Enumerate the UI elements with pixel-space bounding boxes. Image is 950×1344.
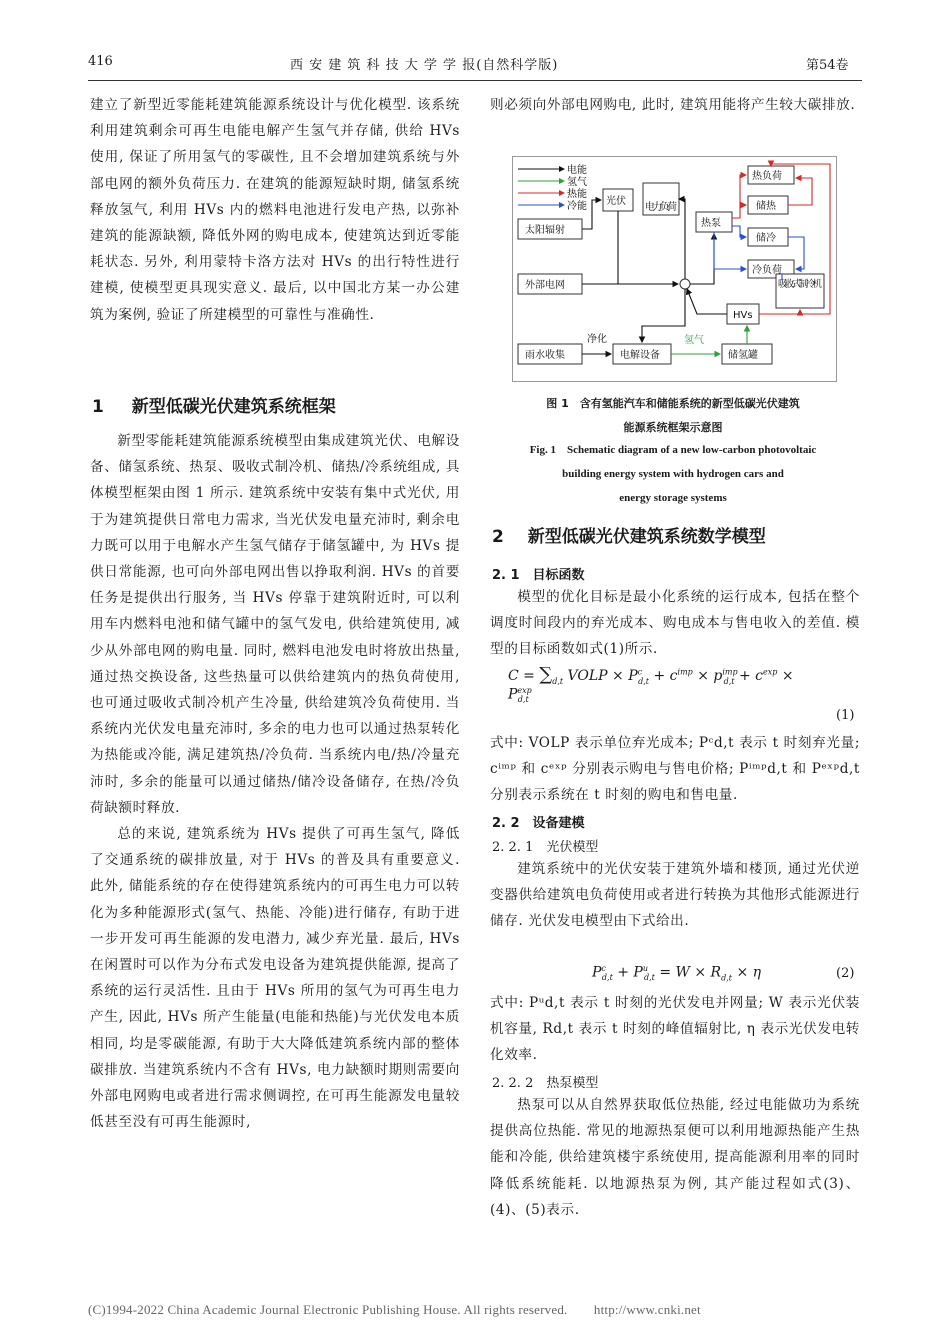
caption-cn-line-2: 能源系统框架示意图 [623,421,723,434]
section-2-heading [492,522,766,547]
subsection-2-1-body: 模型的优化目标是最小化系统的运行成本, 包括在整个调度时间段内的弃光成本、购电成本与售电收入的差值. 模型的目标函数如式(1)所示. [490,589,860,658]
power-bus-node [680,279,690,289]
label-elec-load: 电力负荷 [645,202,677,213]
section-2-title: 新型低碳光伏建筑系统数学模型 [527,527,766,547]
label-hvs: HVs [733,310,753,321]
label-electrolyzer: 电解设备 [620,350,660,361]
figure-caption-en [488,438,858,510]
label-hydrogen-flow: 氢气 [684,335,704,346]
subsection-2-2-2-body: 热泵可以从自然界获取低位热能, 经过电能做功为系统提供高位热能. 常见的地源热泵便可以利用地源热能产生热能和冷能, 供给建筑楼宇系统使用, 提高能源利用率的同时降低系统能耗. 以地源热泵为例, 其产能过程如式(3)、(4)、(5)表示. [490,1097,860,1218]
subsection-2-2-1-body: 建筑系统中的光伏安装于建筑外墙和楼顶, 通过光伏逆变器供给建筑电负荷使用或者进行转换为其他形式能源进行储存. 光伏发电模型由下式给出. [490,861,860,930]
equation-2-number: (2) [836,966,855,981]
equation-2: $P^c_{d,t} + P^u_{d,t} = W \times R_{d,t} \times \eta$ [592,964,762,983]
caption-cn-line-1: 图 1 含有氢能汽车和储能系统的新型低碳光伏建筑 [546,397,800,410]
label-heat-pump: 热泵 [701,218,721,229]
figure-caption-cn [488,392,858,440]
section-1-body [90,428,460,1135]
volume-label: 第54卷 [806,58,849,73]
legend-label-hydrogen: 氢气 [567,177,587,188]
label-h2-tank: 储氢罐 [728,350,758,361]
section-1-paragraph-a: 新型零能耗建筑能源系统模型由集成建筑光伏、电解设备、储氢系统、热泵、吸收式制冷机、储热/冷系统组成, 具体模型框架由图 1 所示. 建筑系统中安装有集中式光伏, 用于为建筑提供日常电力需求, 当光伏发电量充沛时, 剩余电力既可以用于电解水产生氢气储存于储氢罐中, 为 HVs 提供日常能源, 也可向外部电网出售以挣取利润. HVs 的首要任务是提供出行服务, 当 HVs 停靠于建筑附近时, 可以利用车内燃料电池和储气罐中的氢气发电, 供给建筑使用, 减少从外部电网的购电量. 同时, 燃料电池发电时将放出热量, 通过热交换设备, 这些热量可以供给建筑内的热负荷使用, 也可通过吸收式制冷机产生冷量, 供给建筑冷负荷使用. 当系统内光伏发电量充沛时, 多余的电力也可以通过热泵转化为热能或冷能, 满足建筑热/冷负荷. 当系统内电/热/冷量充沛时, 多余的能量可以通过储热/储冷设备储存, 在热/冷负荷缺额时释放. [90,433,460,816]
label-solar: 太阳辐射 [525,225,565,236]
section-1-paragraph-b: 总的来说, 建筑系统为 HVs 提供了可再生氢气, 降低了交通系统的碳排放量, 对于 HVs 的普及具有重要意义. 此外, 储能系统的存在使得建筑系统内的可再生电力可以转化为多种能源形式(氢气、热能、冷能)进行储存, 有助于进一步开发可再生能源的发电潜力, 减少弃光量. 最后, HVs 在闲置时可以作为分布式发电设备为建筑提供能源, 提高了系统的运行灵活性. 且由于 HVs 所用的氢气为可再生电力产生, 因此, HVs 所产生能量(电能和热能)与光伏发电本质相同, 均是零碳能源, 有助于大大降低建筑系统内部的整体碳排放. 当建筑系统内不含有 HVs, 电力缺额时期则需要向外部电网购电或者进行需求侧调控, 在可再生能源发电量较低甚至没有可再生能源时, [90,826,460,1131]
section-2-number: 2 [492,527,504,547]
label-heat-store: 储热 [756,201,776,212]
label-absorption: 吸收式制冷机 [778,279,822,290]
label-heat-load: 热负荷 [752,171,782,182]
intro-paragraph: 建立了新型近零能耗建筑能源系统设计与优化模型. 该系统利用建筑剩余可再生电能电解产生氢气并存储, 供给 HVs 使用, 保证了所用氢气的零碳性, 且不会增加建筑系统与外部电网的额外负荷压力. 在建筑的能源短缺时期, 储氢系统释放氢气, 利用 HVs 内的燃料电池进行发电产热, 以弥补建筑的能源缺额, 降低外网的购电成本, 使建筑达到近零能耗状态. 另外, 利用蒙特卡洛方法对 HVs 的出行特性进行建模, 使模型更具现实意义. 最后, 以中国北方某一办公建筑为案例, 验证了所建模型的可靠性与准确性. [90,97,460,323]
caption-en-line-2: building energy system with hydrogen cars and [562,468,784,480]
equation-2-note: 式中: Pᵘd,t 表示 t 时刻的光伏发电并网量; W 表示光伏装机容量, Rd,t 表示 t 时刻的峰值辐射比, η 表示光伏发电转化效率. [490,995,860,1064]
page-number: 416 [88,54,113,69]
header-rule [88,80,862,81]
equation-1: $C = \sum_{d,t}$ VOLP × $P^c_{d,t} + c^{imp} \times p^{imp}_{d,t} + c^{exp} \times P^{exp}_{d,t}$ [508,664,794,705]
legend-label-heat: 热能 [567,189,587,200]
label-grid: 外部电网 [525,280,565,291]
subsection-2-2-heading: 2. 2 设备建模 [492,816,585,831]
copyright-footer: (C)1994-2022 China Academic Journal Electronic Publishing House. All rights reserved. http://www.cnki.net [88,1302,701,1317]
caption-en-line-1: Fig. 1 Schematic diagram of a new low-carbon photovoltaic [529,444,817,456]
label-purify: 净化 [587,334,607,345]
subsection-2-2-1-heading: 2. 2. 1 光伏模型 [492,840,599,855]
label-cold-load: 冷负荷 [752,265,782,276]
label-cold-store: 储冷 [756,233,776,244]
subsection-2-2-2-heading: 2. 2. 2 热泵模型 [492,1076,599,1091]
subsection-2-1-heading: 2. 1 目标函数 [492,568,585,583]
journal-title: 西 安 建 筑 科 技 大 学 学 报(自然科学版) [290,58,559,73]
label-pv: 光伏 [606,196,626,207]
section-1-number: 1 [92,397,104,417]
figure-1-diagram [512,156,837,382]
legend-label-cold: 冷能 [567,201,587,212]
section-1-heading [92,392,336,417]
continued-paragraph: 则必须向外部电网购电, 此时, 建筑用能将产生较大碳排放. [490,97,856,113]
section-1-title: 新型低碳光伏建筑系统框架 [131,397,336,417]
equation-1-note: 式中: VOLP 表示单位弃光成本; Pᶜd,t 表示 t 时刻弃光量; cⁱᵐᵖ 和 cᵉˣᵖ 分别表示购电与售电价格; Pⁱᵐᵖd,t 和 Pᵉˣᵖd,t 分别表示系统在 t 时刻的购电和售电量. [490,735,860,804]
legend-label-electric: 电能 [567,165,587,176]
caption-en-line-3: energy storage systems [619,492,727,504]
equation-1-number: (1) [836,708,855,723]
label-rain: 雨水收集 [525,350,565,361]
